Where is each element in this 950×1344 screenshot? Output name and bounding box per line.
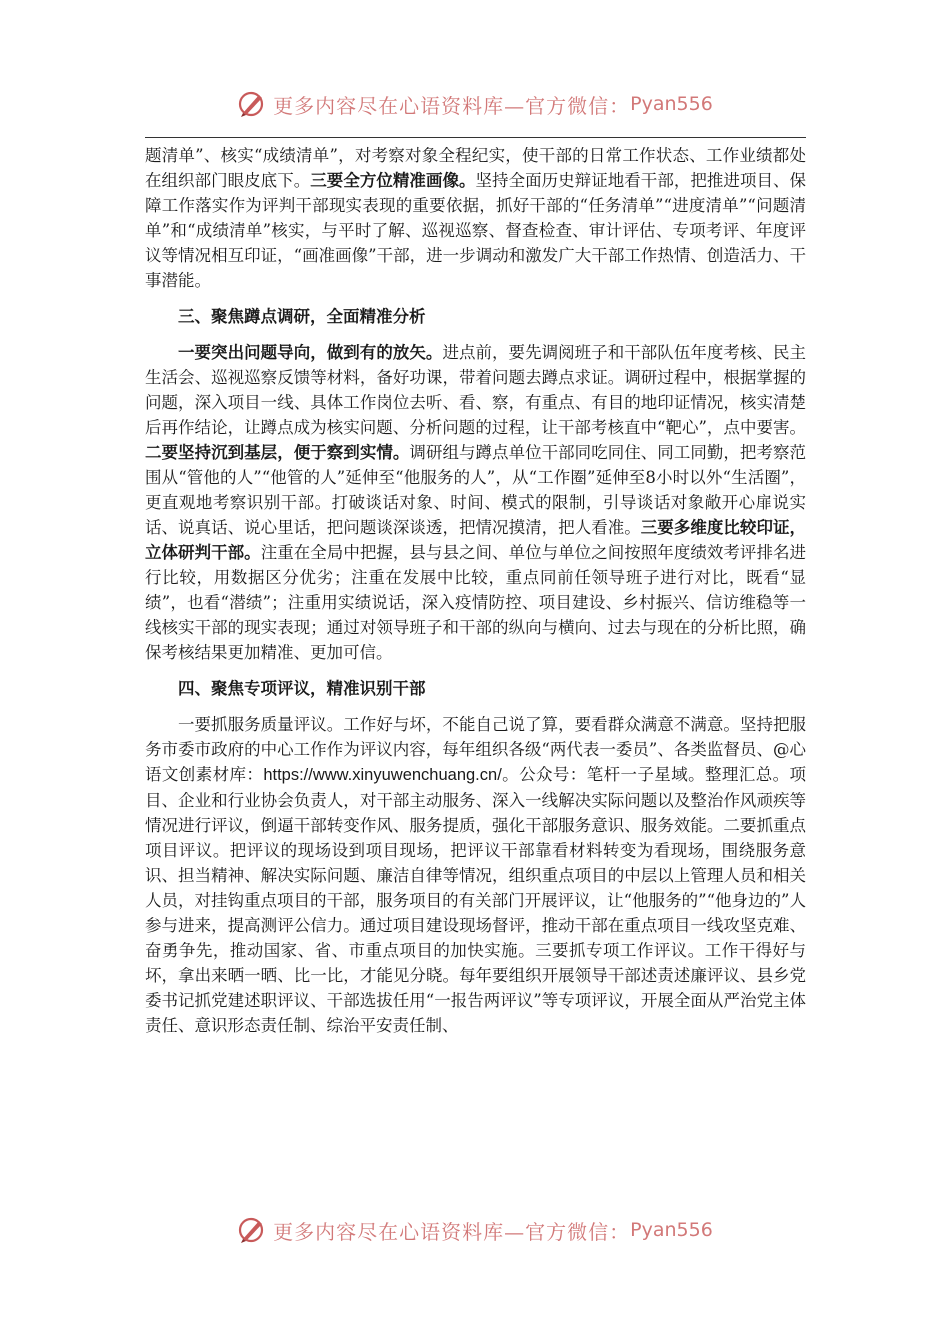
pen-logo-icon: [237, 1215, 267, 1245]
section-heading-4: 四、聚焦专项评议，精准识别干部: [178, 679, 426, 698]
paragraph: 一要突出问题导向，做到有的放矢。进点前，要先调阅班子和干部队伍年度考核、民主生活会、巡视巡察反馈等材料，备好功课，带着问题去蹲点求证。调研过程中，根据掌握的问题，深入项目一线、具体工作岗位去听、看、察，有重点、有目的地印证情况，核实清楚后再作结论，让蹲点成为核实问题、分析问题的过程，让干部考核直中“靶心”，点中要害。二要坚持沉到基层，便于察到实情。调研组与蹲点单位干部同吃同住、同工同勤，把考察范围从“管他的人”“他管的人”延伸至“他服务的人”，从“工作圈”延伸至8小时以外“生活圈”，更直观地考察识别干部。打破谈话对象、时间、模式的限制，引导谈话对象敞开心扉说实话、说真话、说心里话，把问题谈深谈透，把情况摸清，把人看准。三要多维度比较印证，立体研判干部。注重在全局中把握，县与县之间、单位与单位之间按照年度绩效考评排名进行比较，用数据区分优劣；注重在发展中比较，重点同前任领导班子进行对比，既看“显绩”，也看“潜绩”；注重用实绩说话，深入疫情防控、项目建设、乡村振兴、信访维稳等一线核实干部的现实表现；通过对领导班子和干部的纵向与横向、过去与现在的分析比照，确保考核结果更加精准、更加可信。: [145, 343, 807, 662]
paragraph: 题清单”、核实“成绩清单”，对考察对象全程纪实，使干部的日常工作状态、工作业绩都处在组织部门眼皮底下。三要全方位精准画像。坚持全面历史辩证地看干部，把推进项目、保障工作落实作为评判干部现实表现的重要依据，抓好干部的“任务清单”“进度清单”“问题清单”和“成绩清单”核实，与平时了解、巡视巡察、督查检查、审计评估、专项考评、年度评议等情况相互印证，“画准画像”干部，进一步调动和激发广大干部工作热情、创造活力、干事潜能。: [145, 146, 807, 290]
header-rule: [145, 137, 806, 138]
paragraph: 一要抓服务质量评议。工作好与坏，不能自己说了算，要看群众满意不满意。坚持把服务市委市政府的中心工作作为评议内容，每年组织各级“两代表一委员”、各类监督员、@心语文创素材库：https://www.xinyuwenchuang.cn/。公众号：笔杆一子星域。整理汇总。项目、企业和行业协会负责人，对干部主动服务、深入一线解决实际问题以及整治作风顽疾等情况进行评议，倒逼干部转变作风、服务提质，强化干部服务意识、服务效能。二要抓重点项目评议。把评议的现场设到项目现场，把评议干部靠看材料转变为看现场，围绕服务意识、担当精神、解决实际问题、廉洁自律等情况，组织重点项目的中层以上管理人员和相关人员，对挂钩重点项目的干部，服务项目的有关部门开展评议，让“他服务的”“他身边的”人参与进来，提高测评公信力。通过项目建设现场督评，推动干部在重点项目一线攻坚克难、奋勇争先，推动国家、省、市重点项目的加快实施。三要抓专项工作评议。工作干得好与坏，拿出来晒一晒、比一比，才能见分晓。每年要组织开展领导干部述责述廉评议、县乡党委书记抓党建述职评议、干部选拔任用“一报告两评议”等专项评议，开展全面从严治党主体责任、意识形态责任制、综治平安责任制、: [145, 715, 807, 1035]
wechat-id: Pyan556: [630, 1219, 713, 1241]
footer-banner: [0, 1210, 950, 1250]
section-heading-3: 三、聚焦蹲点调研，全面精准分析: [178, 307, 426, 326]
website-link[interactable]: https://www.xinyuwenchuang.cn/: [263, 766, 502, 784]
wechat-id: Pyan556: [630, 93, 713, 115]
banner-text: 更多内容尽在心语资料库—官方微信：: [273, 93, 631, 118]
banner-text: 更多内容尽在心语资料库—官方微信：: [273, 1219, 631, 1244]
header-banner: [0, 84, 950, 124]
pen-logo-icon: [237, 89, 267, 119]
document-body: [145, 143, 806, 1038]
